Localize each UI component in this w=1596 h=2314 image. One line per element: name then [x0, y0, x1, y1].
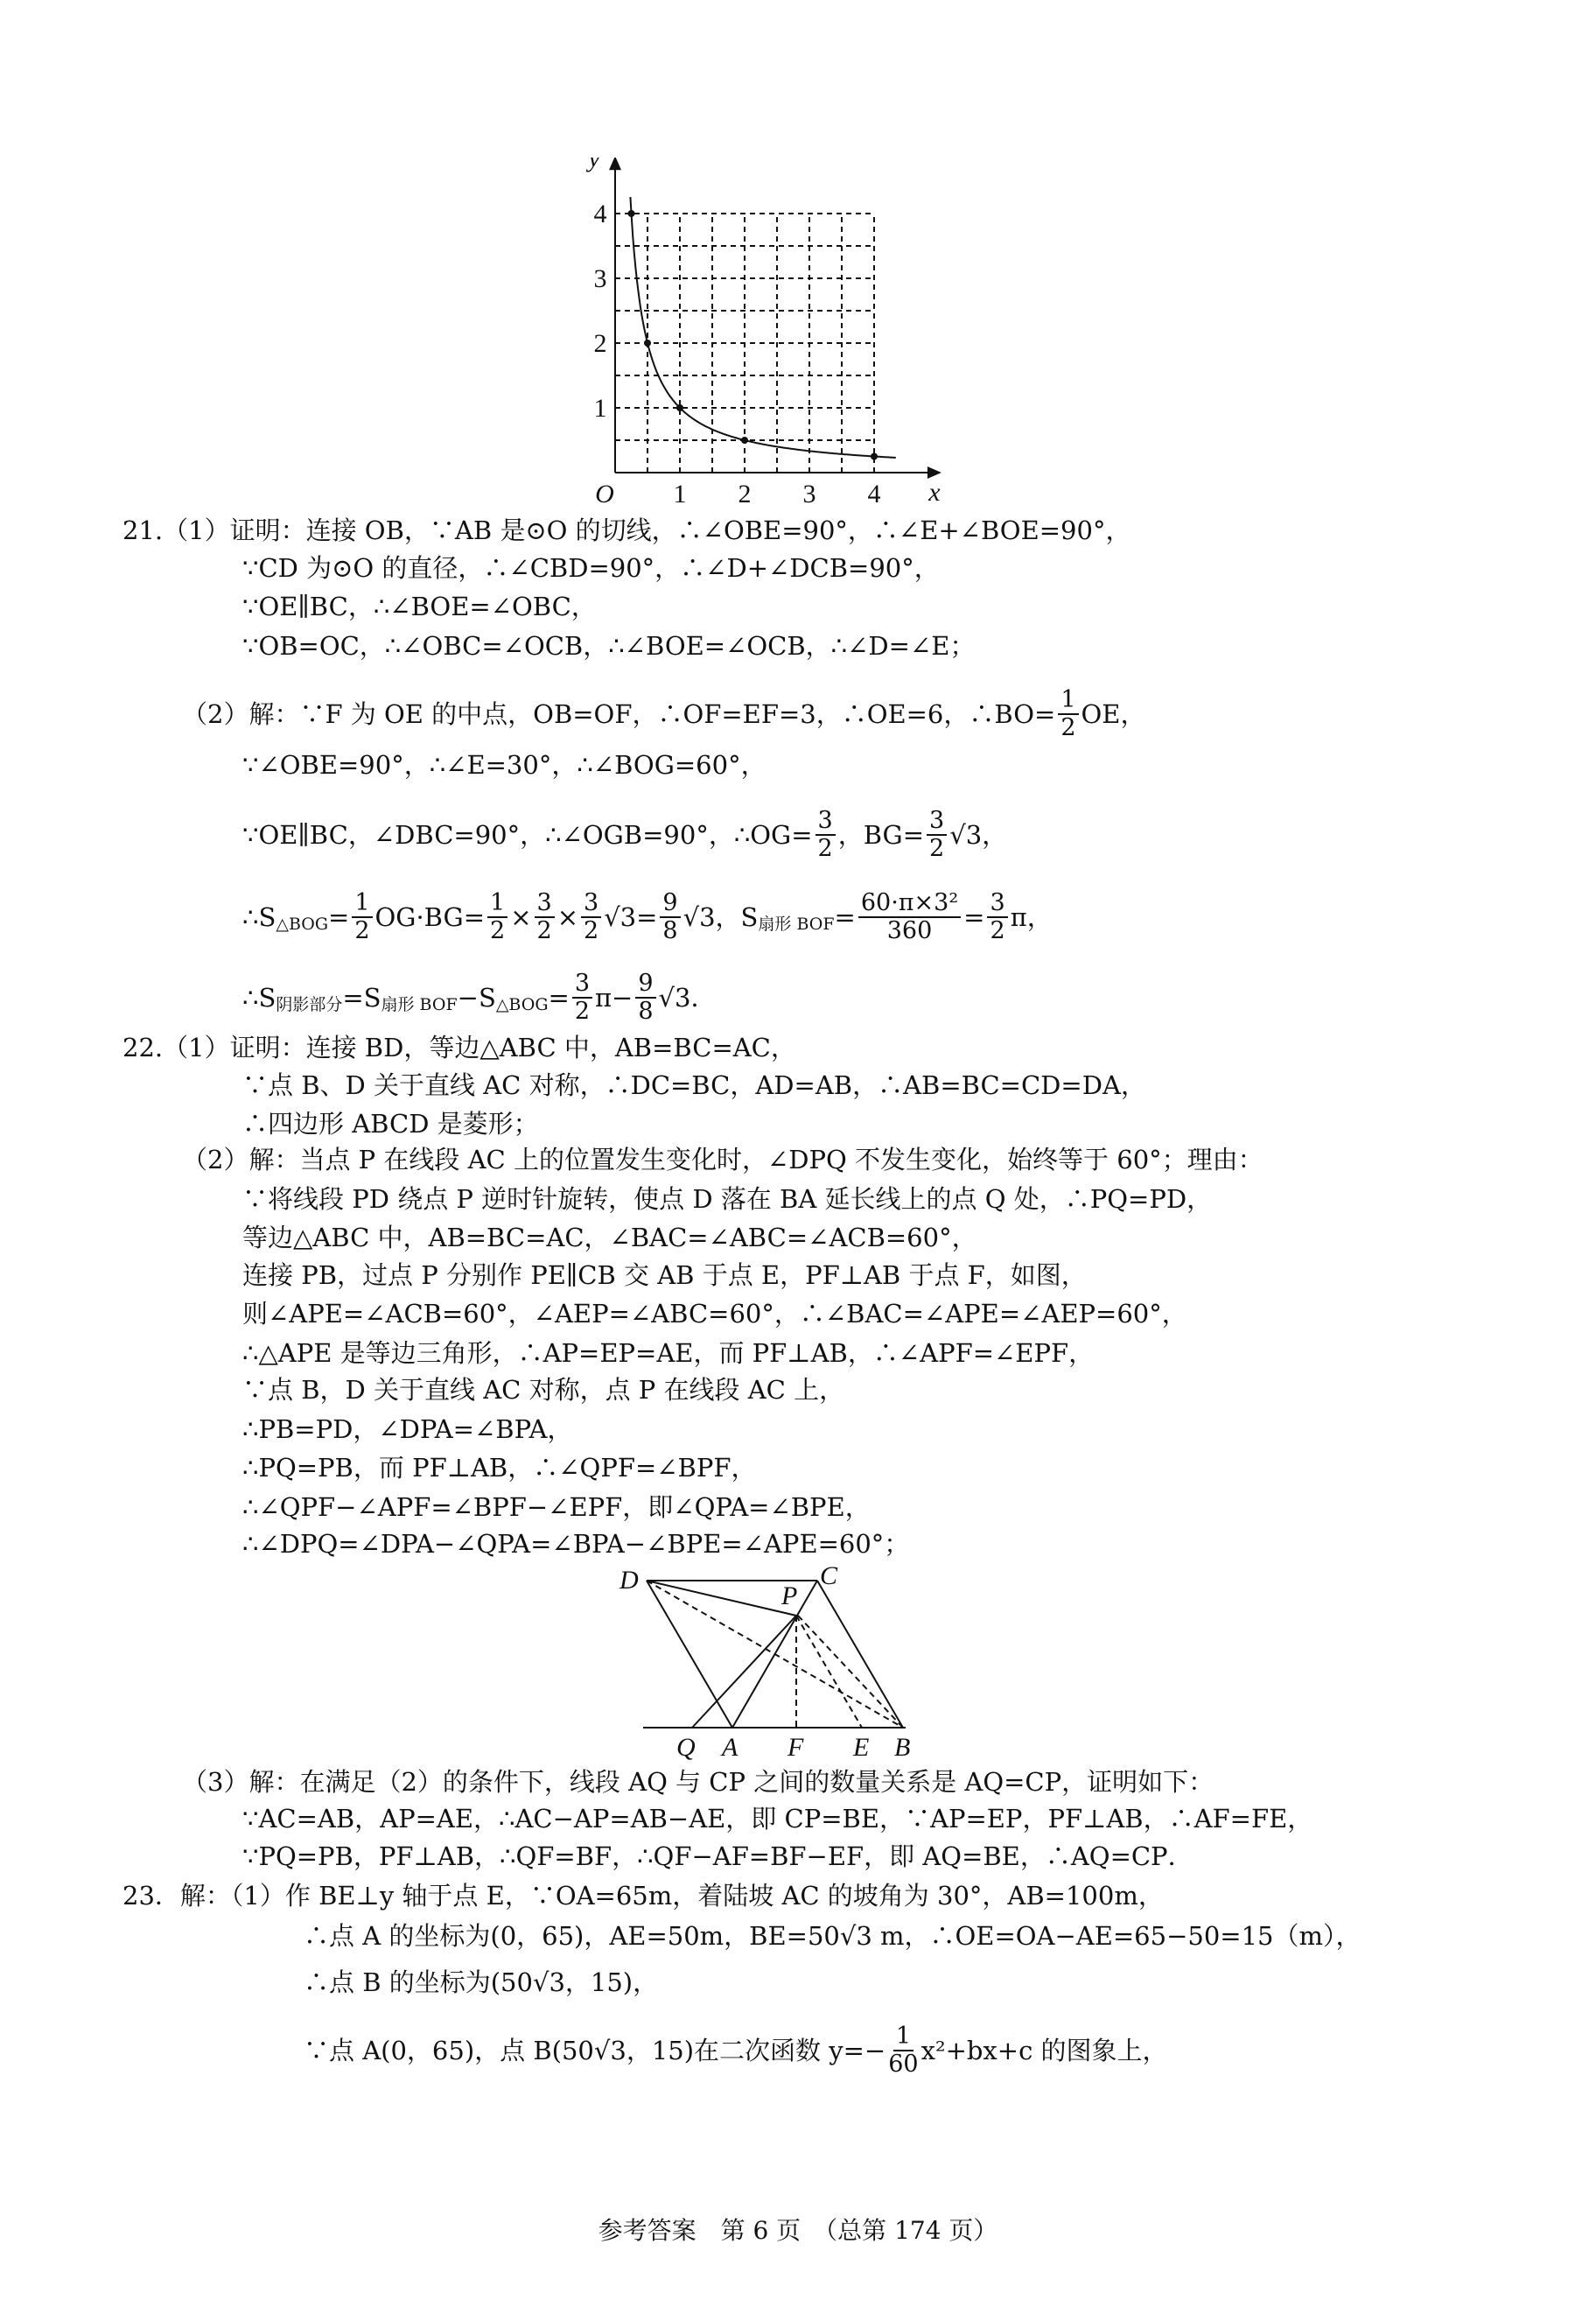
segment-cb	[817, 1581, 903, 1728]
text-line	[242, 749, 766, 781]
subscript: 扇形 BOF	[381, 995, 458, 1014]
text-line	[242, 1841, 1194, 1872]
text-segment: π−	[595, 983, 634, 1013]
x-tick-label: 1	[673, 480, 687, 508]
text-segment: （2）解：∵F 为 OE 的中点，OB=OF，∴OF=EF=3，∴OE=6，∴BO=	[182, 699, 1056, 729]
text-segment: 22.（1）证明：连接 BD，等边△ABC 中，AB=BC=AC，	[122, 1033, 796, 1062]
text-segment: x²+bx+c 的图象上，	[920, 2036, 1168, 2065]
data-point	[741, 437, 748, 444]
page-footer: 参考答案 第 6 页 （总第 174 页）	[598, 2216, 998, 2245]
text-line	[242, 971, 716, 1025]
fraction	[572, 971, 592, 1025]
text-segment: 23．解：（1）作 BE⊥y 轴于点 E，∵OA=65m，着陆坡 AC 的坡角为 30°，AB=100m，	[122, 1881, 1164, 1911]
numerator: 3	[572, 971, 592, 999]
x-tick-label: 3	[802, 480, 816, 508]
x-tick-label: 4	[867, 480, 881, 508]
text-segment: （2）解：当点 P 在线段 AC 上的位置发生变化时，∠DPQ 不发生变化，始终等于 60°；理由：	[182, 1145, 1264, 1175]
text-segment: ，BG=	[837, 820, 925, 850]
text-line	[242, 1259, 1087, 1291]
text-line	[242, 890, 1053, 944]
text-segment: ∵∠OBE=90°，∴∠E=30°，∴∠BOG=60°，	[242, 750, 766, 780]
data-point	[628, 210, 635, 217]
series-curve	[630, 197, 895, 458]
text-line	[242, 1528, 909, 1560]
fraction	[858, 890, 961, 944]
fraction	[352, 890, 372, 944]
text-segment: ∵OE∥BC，∠DBC=90°，∴∠OGB=90°，∴OG=	[242, 820, 813, 850]
fraction	[487, 890, 508, 944]
numerator: 3	[581, 890, 601, 918]
label-a: A	[722, 1733, 738, 1762]
text-line	[242, 552, 940, 584]
text-line	[182, 1144, 1264, 1175]
text-segment: OG·BG=	[374, 902, 485, 932]
text-segment: ∴∠QPF−∠APF=∠BPF−∠EPF，即∠QPA=∠BPE，	[242, 1492, 871, 1522]
label-d: D	[620, 1566, 639, 1595]
fraction	[581, 890, 601, 944]
text-segment: =	[963, 902, 985, 932]
text-segment: √3，	[949, 820, 1008, 850]
text-segment: ∵将线段 PD 绕点 P 逆时针旋转，使点 D 落在 BA 延长线上的点 Q 处，∴PQ=PD，	[242, 1184, 1213, 1214]
y-tick-label: 4	[593, 200, 607, 228]
denominator: 8	[662, 917, 678, 944]
text-line	[242, 1413, 572, 1445]
text-segment: ∴S	[242, 902, 276, 932]
y-tick-label: 3	[593, 264, 607, 293]
numerator: 3	[535, 890, 555, 918]
text-segment: ∵OE∥BC，∴∠BOE=∠OBC，	[242, 592, 597, 621]
text-segment: 等边△ABC 中，AB=BC=AC，∠BAC=∠ABC=∠ACB=60°，	[242, 1223, 977, 1252]
numerator: 1	[893, 2023, 914, 2051]
x-axis-arrow-icon	[928, 466, 942, 479]
fraction	[987, 890, 1007, 944]
origin-label: O	[595, 480, 614, 508]
denominator: 360	[886, 917, 933, 944]
denominator: 2	[1060, 714, 1076, 741]
label-p: P	[781, 1581, 798, 1610]
text-line	[122, 515, 1130, 546]
text-segment: ∴△APE 是等边三角形，∴AP=EP=AE，而 PF⊥AB，∴∠APF=∠EPF，	[242, 1338, 1095, 1368]
text-segment: =	[548, 983, 570, 1013]
text-line	[182, 1766, 1214, 1798]
segment-dp	[647, 1581, 796, 1616]
diagram-lines	[643, 1581, 906, 1728]
text-segment: ∴S	[242, 983, 276, 1013]
label-e: E	[853, 1733, 870, 1762]
text-line	[304, 1920, 1361, 1952]
text-segment: ∴PQ=PB，而 PF⊥AB，∴∠QPF=∠BPF，	[242, 1453, 757, 1483]
text-segment: √3，S	[682, 902, 759, 932]
x-axis-label: x	[928, 478, 941, 507]
segment-qp	[692, 1616, 796, 1728]
subscript: 扇形 BOF	[758, 915, 835, 934]
numerator: 9	[635, 971, 655, 999]
text-segment: ×	[556, 902, 578, 932]
segment-pb	[798, 1616, 903, 1728]
text-line	[182, 687, 1145, 741]
segment-db	[647, 1581, 903, 1728]
subscript: △BOG	[495, 995, 549, 1014]
text-segment: √3．	[658, 983, 717, 1013]
denominator: 8	[638, 998, 654, 1025]
text-segment: √3=	[604, 902, 658, 932]
text-segment: 连接 PB，过点 P 分别作 PE∥CB 交 AB 于点 E，PF⊥AB 于点 F，如图，	[242, 1260, 1087, 1290]
text-segment: ∵点 A(0，65)，点 B(50√3，15)在二次函数 y=−	[304, 2036, 886, 2065]
text-line	[242, 808, 1007, 862]
denominator: 2	[354, 917, 370, 944]
text-segment: ∴∠DPQ=∠DPA−∠QPA=∠BPA−∠BPE=∠APE=60°；	[242, 1529, 910, 1559]
text-segment: 21.（1）证明：连接 OB，∵AB 是⊙O 的切线，∴∠OBE=90°，∴∠E+∠BOE=90°，	[122, 515, 1131, 545]
text-line	[242, 630, 975, 662]
text-segment: ∴点 B 的坐标为(50√3，15)，	[304, 1967, 659, 1997]
text-segment: π，	[1010, 902, 1053, 932]
denominator: 2	[490, 917, 506, 944]
text-line	[122, 1880, 1164, 1911]
text-line	[242, 1491, 871, 1523]
numerator: 3	[927, 808, 947, 836]
numerator: 9	[660, 890, 680, 918]
label-q: Q	[676, 1733, 696, 1762]
text-line	[242, 1374, 844, 1406]
fraction	[1058, 687, 1078, 741]
text-line	[242, 1108, 539, 1139]
rhombus-diagram	[612, 1565, 928, 1778]
y-tick-label: 2	[593, 329, 607, 358]
label-f: F	[788, 1733, 804, 1762]
segment-da	[647, 1581, 732, 1728]
fraction	[635, 971, 655, 1025]
text-line	[242, 1069, 1146, 1101]
text-segment: −S	[457, 983, 496, 1013]
data-point	[871, 453, 878, 460]
text-line	[122, 1032, 796, 1063]
numerator: 1	[487, 890, 508, 918]
denominator: 2	[584, 917, 599, 944]
numerator: 1	[1058, 687, 1078, 715]
fraction	[535, 890, 555, 944]
text-line	[242, 1222, 977, 1253]
text-line	[304, 2023, 1168, 2078]
denominator: 2	[817, 835, 833, 862]
fraction	[888, 2023, 918, 2078]
denominator: 2	[574, 998, 590, 1025]
text-segment: ×	[510, 902, 532, 932]
text-line	[242, 1337, 1094, 1369]
text-segment: ∵PQ=PB，PF⊥AB，∴QF=BF，∴QF−AF=BF−EF，即 AQ=BE，∴AQ=CP．	[242, 1841, 1194, 1871]
text-line	[242, 1803, 1312, 1834]
text-segment: ∵点 B、D 关于直线 AC 对称，∴DC=BC，AD=AB，∴AB=BC=CD=DA，	[242, 1070, 1146, 1100]
fraction	[660, 890, 680, 944]
data-point	[676, 404, 683, 411]
text-line	[242, 1452, 757, 1483]
text-segment: ∵CD 为⊙O 的直径，∴∠CBD=90°，∴∠D+∠DCB=90°，	[242, 553, 940, 583]
numerator: 60·π×3²	[858, 890, 961, 918]
text-segment: ∴PB=PD，∠DPA=∠BPA，	[242, 1414, 573, 1444]
text-line	[242, 1183, 1212, 1215]
text-segment: 则∠APE=∠ACB=60°，∠AEP=∠ABC=60°，∴∠BAC=∠APE=∠AEP=60°，	[242, 1299, 1187, 1329]
text-segment: （3）解：在满足（2）的条件下，线段 AQ 与 CP 之间的数量关系是 AQ=CP，证明如下：	[182, 1767, 1214, 1797]
denominator: 60	[888, 2051, 919, 2078]
numerator: 3	[816, 808, 836, 836]
text-line	[304, 1967, 658, 1998]
denominator: 2	[536, 917, 552, 944]
text-line	[242, 1298, 1187, 1329]
x-tick-label: 2	[738, 480, 752, 508]
label-b: B	[894, 1733, 911, 1762]
text-segment: ∵AC=AB，AP=AE，∴AC−AP=AB−AE，即 CP=BE，∵AP=EP，PF⊥AB，∴AF=FE，	[242, 1804, 1313, 1834]
text-segment: =	[834, 902, 856, 932]
denominator: 2	[990, 917, 1005, 944]
data-point	[644, 340, 651, 347]
text-segment: ∵OB=OC，∴∠OBC=∠OCB，∴∠BOE=∠OCB，∴∠D=∠E；	[242, 631, 976, 661]
numerator: 1	[352, 890, 372, 918]
text-segment: ∵点 B，D 关于直线 AC 对称，点 P 在线段 AC 上，	[242, 1375, 845, 1405]
subscript: △BOG	[276, 915, 329, 934]
y-axis-arrow-icon	[609, 158, 621, 170]
text-segment: =S	[342, 983, 382, 1013]
text-segment: ∴点 A 的坐标为(0，65)，AE=50m，BE=50√3 m，∴OE=OA−AE=65−50=15（m），	[304, 1921, 1362, 1951]
fraction	[927, 808, 947, 862]
inverse-function-graph	[560, 158, 962, 520]
y-axis-label: y	[588, 158, 600, 173]
text-line	[242, 591, 597, 622]
numerator: 3	[987, 890, 1007, 918]
text-segment: OE，	[1081, 699, 1146, 729]
fraction	[816, 808, 836, 862]
text-segment: ∴四边形 ABCD 是菱形；	[242, 1109, 539, 1139]
y-tick-label: 1	[593, 394, 607, 423]
denominator: 2	[929, 835, 945, 862]
label-c: C	[820, 1565, 838, 1590]
subscript: 阴影部分	[276, 995, 343, 1014]
text-segment: =	[328, 902, 350, 932]
